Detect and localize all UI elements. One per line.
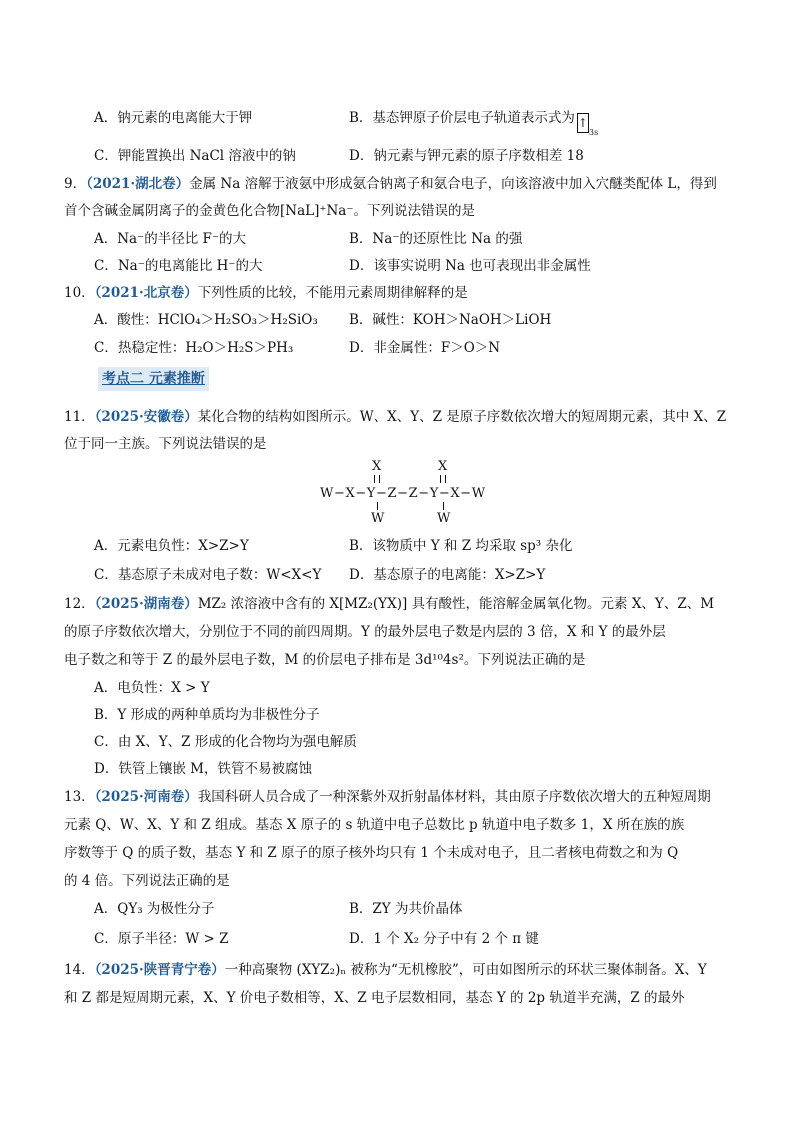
structure-top-x-left: X <box>372 459 382 474</box>
q13-option-d: D．1 个 X₂ 分子中有 2 个 π 键 <box>349 931 539 947</box>
q12-option-c: C．由 X、Y、Z 形成的化合物均为强电解质 <box>94 734 357 750</box>
q13-option-a: A．QY₃ 为极性分子 <box>94 901 215 917</box>
q11-source-tag: （2025·安徽卷） <box>94 409 198 425</box>
q11-option-a: A．元素电负性：X>Z>Y <box>94 538 249 554</box>
q10-source-tag: （2021·北京卷） <box>94 285 198 301</box>
q14-number: 14． <box>64 962 95 978</box>
single-bond-right <box>443 502 444 510</box>
q9-source-tag: （2021·湖北卷） <box>86 176 190 192</box>
structure-top-x-right: X <box>438 459 448 474</box>
q12-stem-line2: 的原子序数依次增大，分别位于不同的前四周期。Y 的最外层电子数是内层的 3 倍，X 和 Y 的最外层 <box>64 624 666 640</box>
q11-option-c: C．基态原子未成对电子数：W<X<Y <box>94 567 322 583</box>
q13-option-b: B．ZY 为共价晶体 <box>349 901 463 917</box>
q9-option-c: C．Na⁻的电离能比 H⁻的大 <box>94 258 263 274</box>
q12-stem-line1 <box>64 594 714 614</box>
q11-text1: 某化合物的结构如图所示。W、X、Y、Z 是原子序数依次增大的短周期元素，其中 X、Z <box>197 409 727 425</box>
q10-text: 下列性质的比较，不能用元素周期律解释的是 <box>197 285 468 301</box>
q8-option-c: C．钾能置换出 NaCl 溶液中的钠 <box>94 148 296 164</box>
structure-bottom-w-left: W <box>371 511 385 526</box>
q12-option-d: D．铁管上镶嵌 M，铁管不易被腐蚀 <box>94 761 312 777</box>
orbital-label: 3s <box>589 128 599 137</box>
q10-stem <box>64 283 468 303</box>
q11-option-b: B．该物质中 Y 和 Z 均采取 sp³ 杂化 <box>349 538 573 554</box>
q14-text1: 一种高聚物 (XYZ₂)ₙ 被称为“无机橡胶”，可由如图所示的环状三聚体制备。X、Y <box>224 962 707 978</box>
q12-option-a: A．电负性：X > Y <box>94 680 210 696</box>
q13-stem-line4: 的 4 倍。下列说法正确的是 <box>64 873 230 889</box>
q8-option-a: A．钠元素的电离能大于钾 <box>94 110 253 126</box>
q9-text1: 金属 Na 溶解于液氨中形成氨合钠离子和氨合电子，向该溶液中加入穴醚类配体 L，得到 <box>189 176 717 192</box>
section-heading: 考点二 元素推断 <box>98 367 209 391</box>
q9-number: 9． <box>64 176 87 192</box>
q10-option-c: C．热稳定性：H₂O＞H₂S＞PH₃ <box>94 340 294 356</box>
q10-option-a: A．酸性：HClO₄＞H₂SO₃＞H₂SiO₃ <box>94 312 318 328</box>
q13-option-c: C．原子半径：W > Z <box>94 931 229 947</box>
q9-option-a: A．Na⁻的半径比 F⁻的大 <box>94 231 247 247</box>
structure-bottom-w-right: W <box>437 511 451 526</box>
q14-source-tag: （2025·陕晋青宁卷） <box>94 962 225 978</box>
q12-number: 12． <box>64 596 95 612</box>
q11-stem-line2: 位于同一主族。下列说法错误的是 <box>64 436 267 452</box>
q14-stem-line2: 和 Z 都是短周期元素，X、Y 价电子数相等，X、Z 电子层数相同，基态 Y 的 2p 轨道半充满，Z 的最外 <box>64 990 685 1006</box>
q11-option-d: D．基态原子的电离能：X>Z>Y <box>349 567 546 583</box>
structure-diagram <box>320 458 520 528</box>
q13-stem-line2: 元素 Q、W、X、Y 和 Z 组成。基态 X 原子的 s 轨道中电子总数比 p 轨道中电子数多 1，X 所在族的族 <box>64 817 685 833</box>
q13-text1: 我国科研人员合成了一种深紫外双折射晶体材料，其由原子序数依次增大的五种短周期 <box>197 789 711 805</box>
q13-stem-line1 <box>64 787 711 807</box>
single-bond-left <box>377 502 378 510</box>
orbital-box: ↑ <box>577 113 589 133</box>
double-bond-left <box>374 475 380 483</box>
q8-option-b-text: B．基态钾原子价层电子轨道表示式为 <box>349 110 575 126</box>
structure-main-chain: W−X−Y−Z−Z−Y−X−W <box>320 486 486 501</box>
q14-stem-line1 <box>64 960 707 980</box>
q12-option-b: B．Y 形成的两种单质均为非极性分子 <box>94 707 320 723</box>
q9-option-b: B．Na⁻的还原性比 Na 的强 <box>349 231 523 247</box>
q12-stem-line3: 电子数之和等于 Z 的最外层电子数，M 的价层电子排布是 3d¹⁰4s²。下列说法正确的是 <box>64 652 586 668</box>
q10-number: 10． <box>64 285 95 301</box>
double-bond-right <box>440 475 446 483</box>
q9-stem-line1 <box>64 174 717 194</box>
q13-number: 13． <box>64 789 95 805</box>
q13-stem-line3: 序数等于 Q 的质子数，基态 Y 和 Z 原子的原子核外均只有 1 个未成对电子，且二者核电荷数之和为 Q <box>64 845 679 861</box>
q8-option-b <box>349 108 589 133</box>
q11-stem-line1 <box>64 407 726 427</box>
q8-option-d: D．钠元素与钾元素的原子序数相差 18 <box>349 148 584 164</box>
q9-stem-line2: 首个含碱金属阴离子的金黄色化合物[NaL]⁺Na⁻。下列说法错误的是 <box>64 203 475 219</box>
q11-number: 11． <box>64 409 95 425</box>
q12-source-tag: （2025·湖南卷） <box>94 596 198 612</box>
q10-option-d: D．非金属性：F＞O＞N <box>349 340 501 356</box>
q10-option-b: B．碱性：KOH＞NaOH＞LiOH <box>349 312 552 328</box>
q9-option-d: D．该事实说明 Na 也可表现出非金属性 <box>349 258 591 274</box>
q13-source-tag: （2025·河南卷） <box>94 789 198 805</box>
q12-text1: MZ₂ 浓溶液中含有的 X[MZ₂(YX)] 具有酸性，能溶解金属氧化物。元素 X、Y、Z、M <box>197 596 715 612</box>
